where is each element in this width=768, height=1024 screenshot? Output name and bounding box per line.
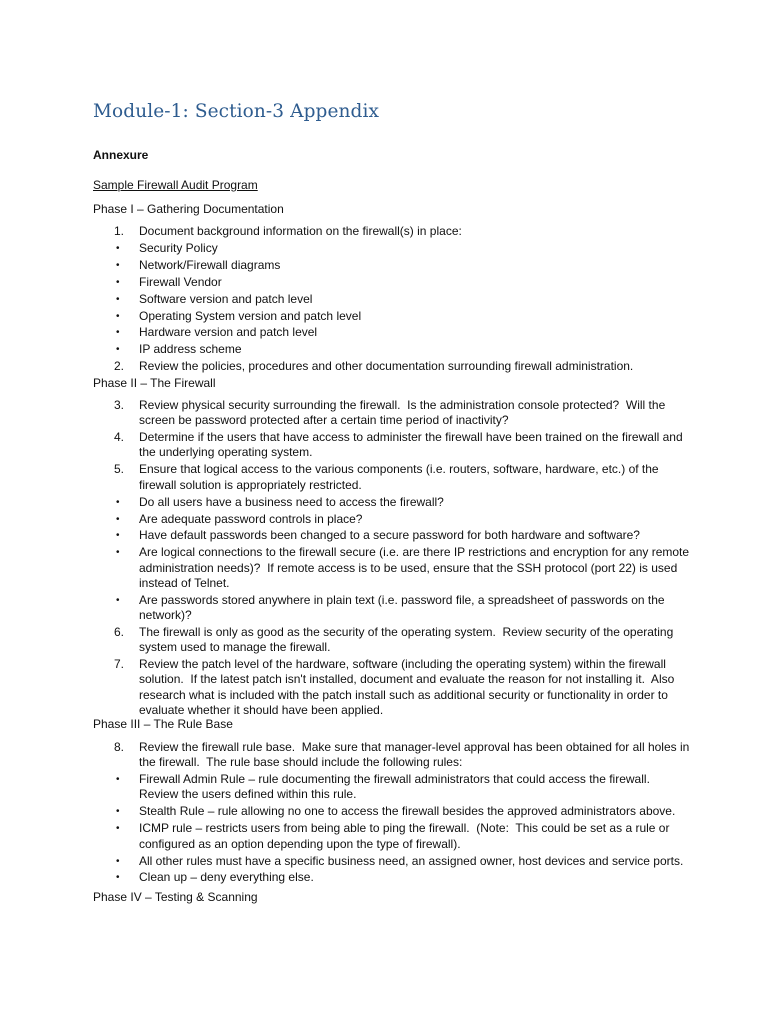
list-item-text (139, 430, 683, 461)
list-item-text (139, 593, 679, 624)
list-item-text (139, 740, 690, 771)
list-item-text (139, 772, 679, 803)
text-line: Have default passwords been changed to a secure password for both hardware and software? (139, 528, 640, 543)
bullet-marker: • (116, 806, 120, 818)
list-item-text (139, 342, 679, 357)
text-line: Are passwords stored anywhere in plain text (i.e. password file, a spreadsheet of passwords on the (139, 592, 665, 607)
list-item-text (139, 292, 679, 307)
list-item-text (139, 821, 679, 852)
list-item-text (139, 870, 679, 885)
text-line: Stealth Rule – rule allowing no one to access the firewall besides the approved administrators above. (139, 804, 676, 819)
phase-heading-3: Phase III – The Rule Base (93, 717, 233, 731)
text-line: solution. If the latest patch isn't installed, document and evaluate the reason for not installing it. Also (139, 672, 675, 687)
text-line: research what is included with the patch install such as additional security or functionality in order to (139, 687, 668, 702)
bullet-marker: • (116, 774, 120, 786)
text-line: evaluate whether it should have been applied. (139, 703, 384, 718)
text-line: Operating System version and patch level (139, 308, 362, 323)
list-item-text (139, 275, 679, 290)
bullet-marker: • (116, 344, 120, 356)
text-line: ICMP rule – restricts users from being able to ping the firewall. (Note: This could be set as a rule or (139, 821, 670, 836)
text-line: Are adequate password controls in place? (139, 511, 363, 526)
text-line: Are logical connections to the firewall secure (i.e. are there IP restrictions and encryption for any remote (139, 545, 690, 560)
bullet-marker: • (116, 276, 120, 288)
text-line: Review the users defined within this rule. (139, 787, 357, 802)
list-item-text (139, 625, 679, 656)
text-line: Network/Firewall diagrams (139, 257, 281, 272)
document-subtitle: Sample Firewall Audit Program (93, 178, 258, 192)
item-number: 3. (114, 398, 125, 412)
text-line: system used to manage the firewall. (139, 640, 331, 655)
text-line: instead of Telnet. (139, 575, 230, 590)
text-line: configured as an option depending upon the type of firewall). (139, 836, 461, 851)
text-line: screen be password protected after a certain time period of inactivity? (139, 413, 509, 428)
text-line: administration needs)? If remote access is to be used, ensure that the SSH protocol (port 22) is used (139, 560, 678, 575)
text-line: Document background information on the firewall(s) in place: (139, 224, 462, 238)
list-item-text (139, 309, 679, 324)
bullet-marker: • (116, 530, 120, 542)
page-title: Module-1: Section-3 Appendix (93, 101, 380, 122)
bullet-marker: • (116, 823, 120, 835)
text-line: Software version and patch level (139, 291, 313, 306)
text-line: the underlying operating system. (139, 445, 313, 460)
text-line: Review physical security surrounding the firewall. Is the administration console protected? Will the (139, 398, 666, 412)
bullet-marker: • (116, 513, 120, 525)
text-line: All other rules must have a specific business need, an assigned owner, host devices and service ports. (139, 853, 684, 868)
bullet-marker: • (116, 293, 120, 305)
text-line: firewall solution is appropriately restricted. (139, 477, 362, 492)
list-item-text (139, 224, 679, 239)
item-number: 8. (114, 740, 125, 754)
text-line: Determine if the users that have access to administer the firewall have been trained on the firewall and (139, 430, 683, 445)
item-number: 6. (114, 625, 125, 639)
text-line: Security Policy (139, 240, 218, 255)
bullet-marker: • (116, 310, 120, 322)
text-line: Firewall Admin Rule – rule documenting the firewall administrators that could access the firewall. (139, 772, 650, 787)
bullet-marker: • (116, 855, 120, 867)
item-number: 7. (114, 657, 125, 672)
text-line: Firewall Vendor (139, 274, 222, 289)
annexure-label: Annexure (93, 148, 149, 162)
list-item-text (139, 495, 679, 510)
text-line: the firewall. The rule base should include the following rules: (139, 755, 463, 770)
bullet-marker: • (116, 242, 120, 254)
item-number: 5. (114, 462, 125, 477)
bullet-marker: • (116, 496, 120, 508)
list-item-text (139, 804, 679, 819)
bullet-marker: • (116, 594, 120, 606)
bullet-marker: • (116, 259, 120, 271)
phase-heading-1: Phase I – Gathering Documentation (93, 202, 284, 216)
text-line: Ensure that logical access to the various components (i.e. routers, software, hardware, etc.) of the (139, 462, 659, 477)
list-item-text (139, 359, 679, 374)
list-item-text (139, 258, 679, 273)
list-item-text (139, 462, 679, 493)
phase-heading-2: Phase II – The Firewall (93, 376, 216, 390)
text-line: Review the patch level of the hardware, software (including the operating system) within the firewall (139, 657, 666, 672)
list-item-text (139, 512, 679, 527)
text-line: Do all users have a business need to access the firewall? (139, 494, 444, 509)
list-item-text (139, 325, 679, 340)
item-number: 1. (114, 224, 125, 238)
bullet-marker: • (116, 547, 120, 559)
item-number: 4. (114, 430, 125, 445)
list-item-text (139, 528, 679, 543)
bullet-marker: • (116, 327, 120, 339)
text-line: Hardware version and patch level (139, 325, 318, 340)
item-number: 2. (114, 359, 125, 374)
text-line: IP address scheme (139, 342, 242, 357)
text-line: network)? (139, 608, 192, 623)
text-line: Clean up – deny everything else. (139, 870, 314, 885)
text-line: The firewall is only as good as the security of the operating system. Review security of the operating (139, 625, 674, 639)
list-item-text (139, 241, 679, 256)
bullet-marker: • (116, 872, 120, 884)
list-item-text (139, 398, 679, 429)
text-line: Review the firewall rule base. Make sure that manager-level approval has been obtained for all holes in (139, 740, 690, 754)
text-line: Review the policies, procedures and other documentation surrounding firewall administration. (139, 359, 634, 374)
list-item-text (139, 657, 679, 718)
phase-heading-4: Phase IV – Testing & Scanning (93, 890, 258, 904)
list-item-text (139, 853, 684, 869)
list-item-text (139, 545, 690, 591)
